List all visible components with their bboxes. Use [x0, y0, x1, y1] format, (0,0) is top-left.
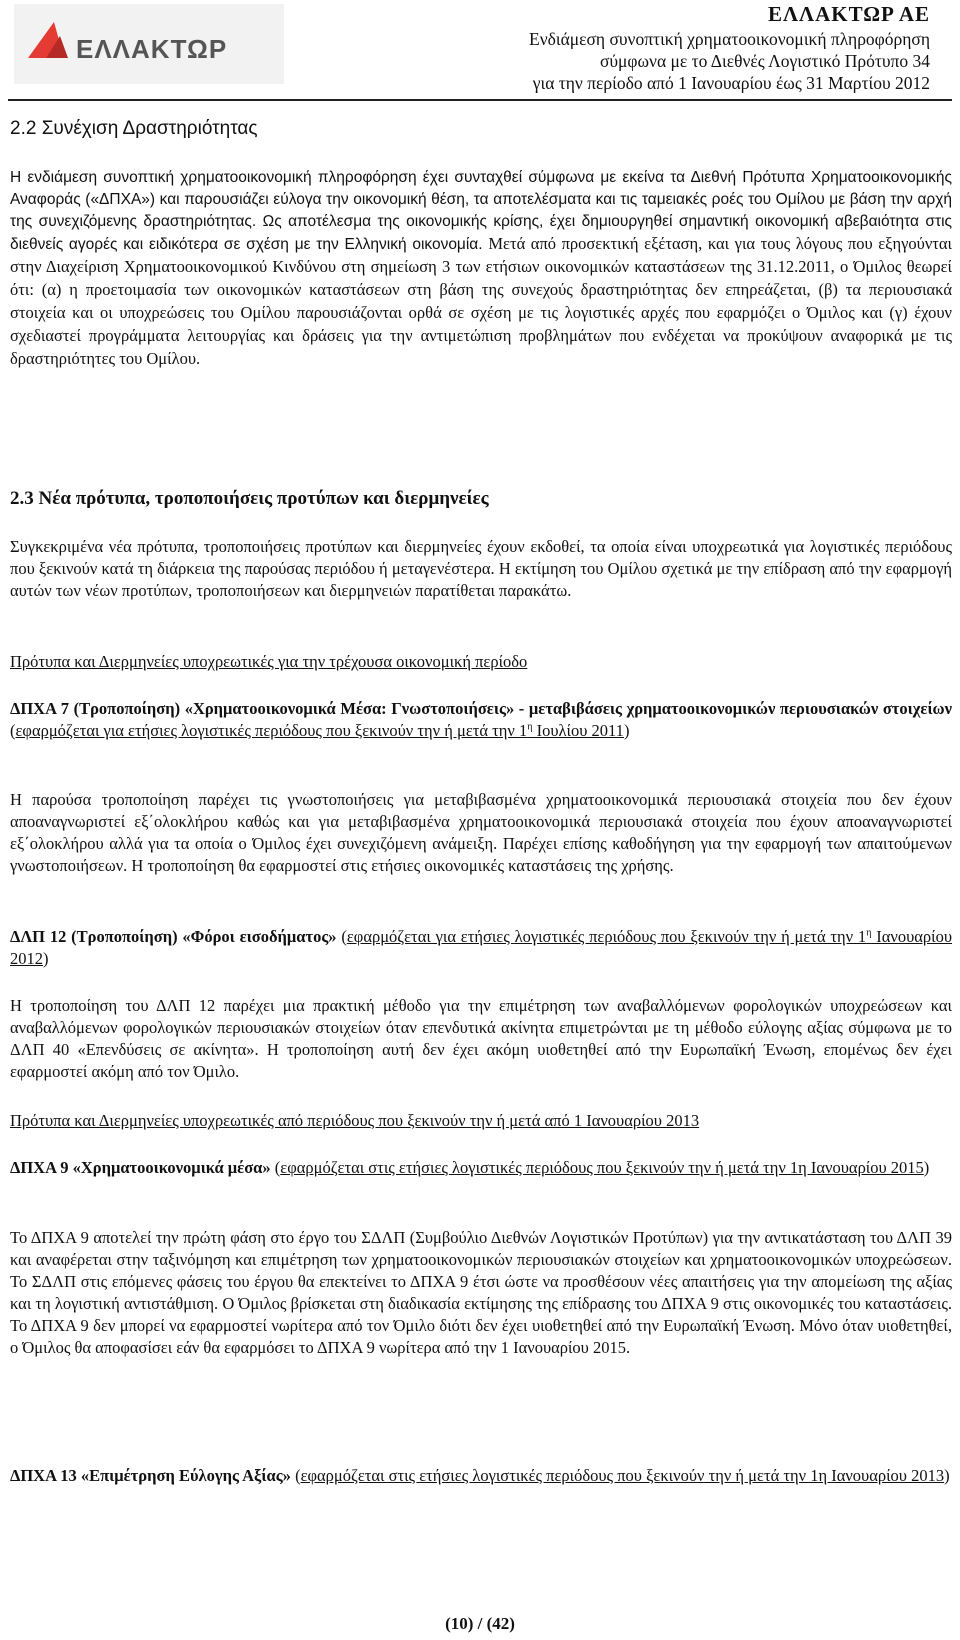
section-2-2-heading: 2.2 Συνέχιση Δραστηριότητας: [10, 118, 258, 139]
subheading-from-2013: Πρότυπα και Διερμηνείες υποχρεωτικές από περιόδους που ξεκινούν την ή μετά από 1 Ιανουαρίου 2013: [10, 1111, 700, 1130]
ifrs9-heading: ΔΠΧΑ 9 «Χρηματοοικονομικά μέσα» (εφαρμόζεται στις ετήσιες λογιστικές περιόδους που ξεκινούν την ή μετά την 1η Ιανουαρίου 2015): [10, 1158, 930, 1177]
section-2-3-heading: 2.3 Νέα πρότυπα, τροποποιήσεις προτύπων και διερμηνείες: [10, 488, 489, 509]
ifrs9-applicability: εφαρμόζεται στις ετήσιες λογιστικές περιόδους που ξεκινούν την ή μετά την 1η Ιανουαρίου 2015: [280, 1158, 924, 1177]
ifrs13-applicability: εφαρμόζεται στις ετήσιες λογιστικές περιόδους που ξεκινούν την ή μετά την 1η Ιανουαρίου 2013: [300, 1466, 945, 1485]
section-2-2-text-3: Μετά από προσεκτική εξέταση, και για τους λόγους που εξηγούνται στην Διαχείριση Χρηματοοικονομικού Κινδύνου στη σημείωση 3 των ετήσιων οικονομικών καταστάσεων της 31.12.2011, ο Όμιλος θεωρεί ότι: (α) η προετοιμασία των οικονομικών καταστάσεων στη βάση της συνεχούς δραστηριότητας δεν επηρεάζεται, (β) τα περιουσιακά στοιχεία και οι υποχρεώσεις του Ομίλου παρουσιάζονται ορθά σε σχέση με τις λογιστικές αρχές που εφαρμόζει ο Όμιλος και (γ) έχουν σχεδιαστεί προγράμματα λειτουργίας και δράσεις για την αντιμετώπιση προβλημάτων που ενδέχεται να προκύψουν αναφορικά με τις δραστηριότητες του Ομίλου.: [10, 234, 952, 368]
logo-wordmark: ΕΛΛΑΚΤΩΡ: [76, 34, 228, 64]
ifrs13-title: ΔΠΧΑ 13 «Επιμέτρηση Εύλογης Αξίας»: [10, 1466, 291, 1485]
ifrs7-heading: ΔΠΧΑ 7 (Τροποποίηση) «Χρηματοοικονομικά Μέσα: Γνωστοποιήσεις» - μεταβιβάσεις χρηματοοικονομικών περιουσιακών στοιχείων (εφαρμόζεται για ετήσιες λογιστικές περιόδους που ξεκινούν την ή μετά την $1^\eta$ Ιουλίου 2011): [10, 699, 952, 740]
company-name: ΕΛΛΑΚΤΩΡ ΑΕ: [768, 2, 930, 26]
ias12-text: Η τροποποίηση του ΔΛΠ 12 παρέχει μια πρακτική μέθοδο για την επιμέτρηση των αναβαλλόμενων φορολογικών υποχρεώσεων και αναβαλλόμενων φορολογικών περιουσιακών στοιχείων όταν επενδυτικά ακίνητα επιμετρώνται με τη μέθοδο εύλογης αξίας σύμφωνα με το ΔΛΠ 40 «Επενδύσεις σε ακίνητα». Η τροποποίηση αυτή δεν έχει ακόμη υιοθετηθεί από την Ευρωπαϊκή Ένωση, επομένως δεν έχει εφαρμοστεί ακόμη από τον Όμιλο.: [10, 996, 952, 1081]
header-divider: [8, 99, 952, 101]
ifrs13-heading: ΔΠΧΑ 13 «Επιμέτρηση Εύλογης Αξίας» (εφαρμόζεται στις ετήσιες λογιστικές περιόδους που ξεκινούν την ή μετά την 1η Ιανουαρίου 2013): [10, 1466, 950, 1485]
logo-triangle-icon: [24, 18, 72, 62]
ifrs9-title: ΔΠΧΑ 9 «Χρηματοοικονομικά μέσα»: [10, 1158, 271, 1177]
section-2-2-text-2: Ως αποτέλεσμα της οικονομικής κρίσης, έχει δημιουργηθεί σημαντική οικονομική αβεβαιότητα στις διεθνείς αγορές και ειδικότερα σε σχέση με την Ελληνική οικονομία.: [10, 213, 953, 253]
header-line-1: Ενδιάμεση συνοπτική χρηματοοικονομική πληροφόρηση: [529, 29, 930, 49]
header-line-3: για την περίοδο από 1 Ιανουαρίου έως 31 Μαρτίου 2012: [532, 73, 930, 93]
company-logo: [14, 4, 284, 84]
ifrs7-text: Η παρούσα τροποποίηση παρέχει τις γνωστοποιήσεις για μεταβιβασμένα χρηματοοικονομικά περιουσιακά στοιχεία που δεν έχουν αποαναγνωριστεί εξ΄ολοκλήρου καθώς και για μεταβιβασμένα χρηματοοικονομικά περιουσιακά στοιχεία που έχουν αποαναγνωριστεί εξ΄ολοκλήρου αλλά για τα οποία ο Όμιλος έχει συνεχιζόμενη ανάμειξη. Παρέχει επίσης καθοδήγηση για την εφαρμογή των απαιτούμενων γνωστοποιήσεων. Η τροποποίηση θα εφαρμοστεί στις ετήσιες οικονομικές καταστάσεις της χρήσης.: [10, 790, 952, 875]
ias12-applicability: εφαρμόζεται για ετήσιες λογιστικές περιόδους που ξεκινούν την ή μετά την $1^\eta$ Ιανουαρίου 2012: [10, 927, 952, 968]
ifrs9-text: Το ΔΠΧΑ 9 αποτελεί την πρώτη φάση στο έργο του ΣΔΛΠ (Συμβούλιο Διεθνών Λογιστικών Προτύπων) για την αντικατάσταση του ΔΛΠ 39 και αναφέρεται στην ταξινόμηση και επιμέτρηση των χρηματοοικονομικών περιουσιακών στοιχείων και χρηματοοικονομικών υποχρεώσεων. Το ΣΔΛΠ στις επόμενες φάσεις του έργου θα επεκτείνει το ΔΠΧΑ 9 έτσι ώστε να προσθέσουν νέες απαιτήσεις για την απομείωση της αξίας και τη λογιστική αντιστάθμιση. Ο Όμιλος βρίσκεται στη διαδικασία εκτίμησης της επίδρασης του ΔΠΧΑ 9 στις οικονομικές του καταστάσεις. Το ΔΠΧΑ 9 δεν μπορεί να εφαρμοστεί νωρίτερα από τον Όμιλο διότι δεν έχει υιοθετηθεί από την Ευρωπαϊκή Ένωση. Μόνο όταν υιοθετηθεί, ο Όμιλος θα αποφασίσει εάν θα εφαρμόσει το ΔΠΧΑ 9 νωρίτερα από την 1 Ιανουαρίου 2015.: [10, 1228, 952, 1357]
ias12-heading: ΔΛΠ 12 (Τροποποίηση) «Φόροι εισοδήματος» (εφαρμόζεται για ετήσιες λογιστικές περιόδους που ξεκινούν την ή μετά την $1^\eta$ Ιανουαρίου 2012): [10, 927, 952, 968]
section-2-3-intro: Συγκεκριμένα νέα πρότυπα, τροποποιήσεις προτύπων και διερμηνείες έχουν εκδοθεί, τα οποία είναι υποχρεωτικά για λογιστικές περιόδους που ξεκινούν κατά τη διάρκεια της παρούσας περιόδου ή μεταγενέστερα. Η εκτίμηση του Ομίλου σχετικά με την επίδραση από την εφαρμογή αυτών των νέων προτύπων, τροποποιήσεων και διερμηνειών παρατίθεται παρακάτω.: [10, 537, 952, 600]
ifrs7-applicability: εφαρμόζεται για ετήσιες λογιστικές περιόδους που ξεκινούν την ή μετά την $1^\eta$ Ιουλίου 2011: [15, 721, 624, 740]
header-line-2: σύμφωνα με το Διεθνές Λογιστικό Πρότυπο 34: [599, 51, 930, 71]
subheading-current-period: Πρότυπα και Διερμηνείες υποχρεωτικές για την τρέχουσα οικονομική περίοδο: [10, 652, 528, 671]
section-2-2-paragraph: [10, 167, 952, 371]
page-number: (10) / (42): [445, 1614, 515, 1633]
section-2-2-text-1: Η ενδιάμεση συνοπτική χρηματοοικονομική πληροφόρηση έχει συνταχθεί σύμφωνα με εκείνα τα Διεθνή Πρότυπα Χρηματοοικονομικής Αναφοράς («ΔΠΧΑ») και παρουσιάζει εύλογα την οικονομική θέση, τα αποτελέσματα και τις ταμειακές ροές του Ομίλου με βάση την αρχή της συνεχιζόμενης δραστηριότητας.: [10, 169, 952, 230]
ifrs7-title: ΔΠΧΑ 7 (Τροποποίηση) «Χρηματοοικονομικά Μέσα: Γνωστοποιήσεις» - μεταβιβάσεις χρηματοοικονομικών περιουσιακών στοιχείων: [10, 699, 952, 718]
ias12-title: ΔΛΠ 12 (Τροποποίηση) «Φόροι εισοδήματος»: [10, 927, 337, 946]
